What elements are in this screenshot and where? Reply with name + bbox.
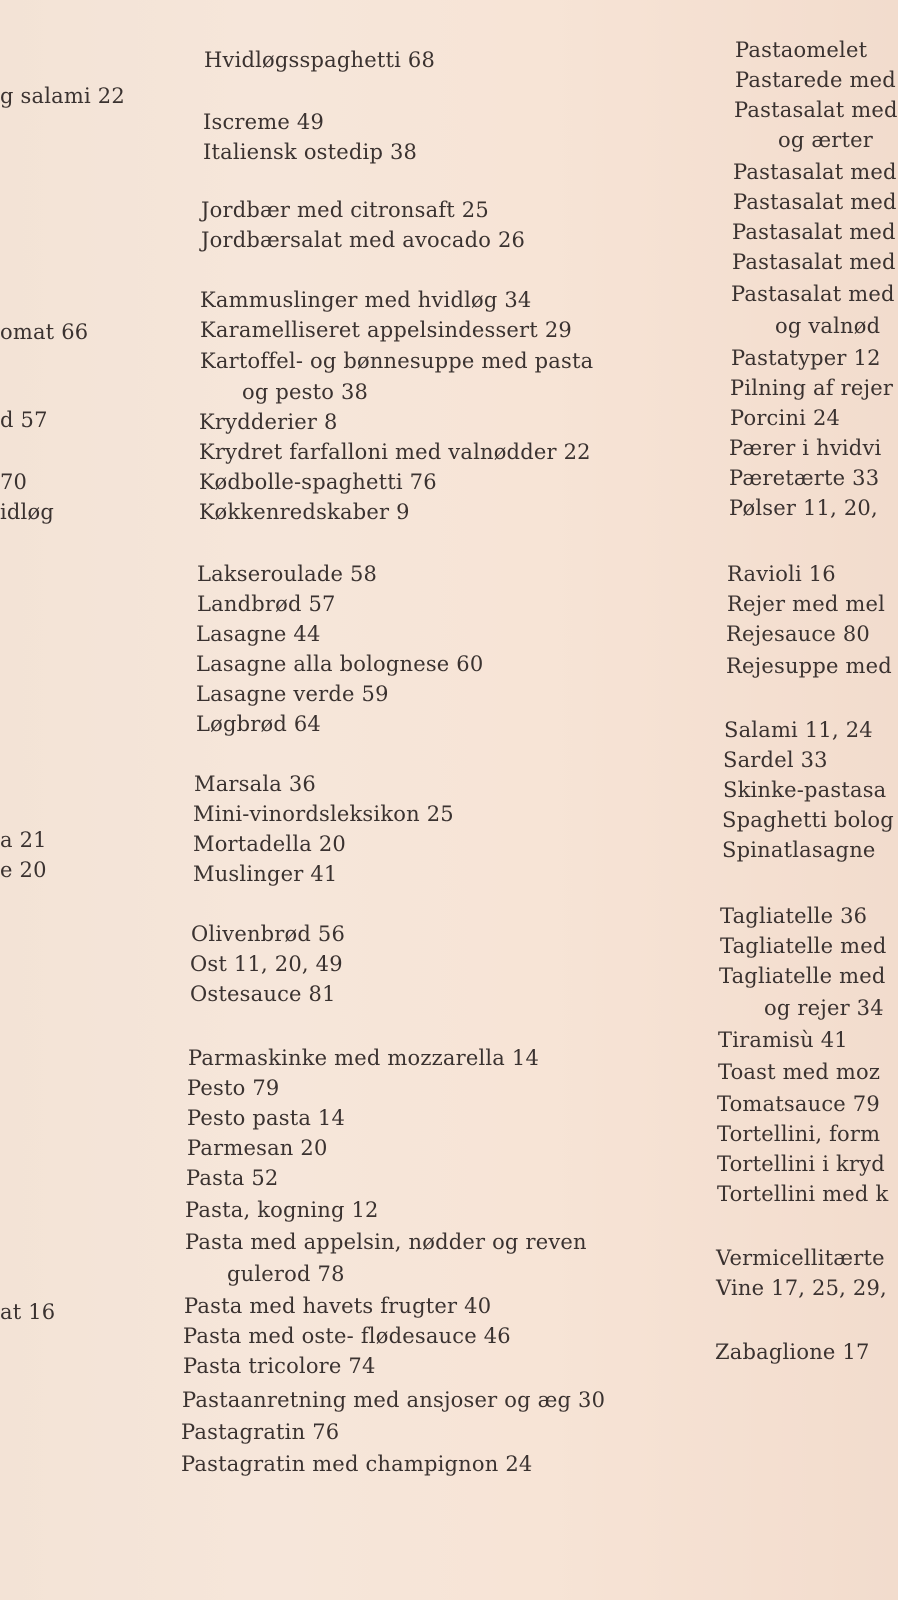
index-entry: Krydret farfalloni med valnødder 22 — [199, 440, 591, 464]
index-entry: Jordbærsalat med avocado 26 — [201, 228, 526, 252]
index-entry: Pæretærte 33 — [729, 466, 880, 490]
index-entry-continued: og rejer 34 — [764, 996, 884, 1020]
index-entry: e 20 — [0, 858, 47, 882]
index-entry: Italiensk ostedip 38 — [203, 140, 418, 164]
index-entry: Kødbolle-spaghetti 76 — [199, 470, 437, 494]
index-entry: at 16 — [0, 1300, 56, 1324]
index-entry: Tortellini i kryd — [717, 1152, 885, 1176]
index-entry: Lasagne verde 59 — [196, 682, 389, 706]
index-entry: Pastaomelet — [735, 38, 868, 62]
index-entry: Kartoffel- og bønnesuppe med pasta — [200, 349, 594, 373]
index-entry: Rejer med mel — [727, 592, 886, 616]
index-entry: Toast med moz — [718, 1060, 881, 1084]
index-entry: Rejesuppe med — [726, 654, 892, 678]
index-entry: Pastasalat med — [732, 250, 896, 274]
index-entry-continued: og ærter — [778, 128, 874, 152]
index-entry: Mini-vinordsleksikon 25 — [193, 802, 454, 826]
index-entry: Parmesan 20 — [187, 1136, 328, 1160]
index-entry: Olivenbrød 56 — [191, 922, 346, 946]
index-entry: Porcini 24 — [730, 406, 841, 430]
index-entry: Løgbrød 64 — [196, 712, 321, 736]
index-entry: Kammuslinger med hvidløg 34 — [200, 288, 532, 312]
index-entry: Zabaglione 17 — [715, 1340, 870, 1364]
index-entry-continued: og valnød — [775, 314, 881, 338]
index-entry: Tagliatelle med — [720, 934, 887, 958]
index-entry: g salami 22 — [0, 84, 125, 108]
index-entry: Tagliatelle med — [719, 964, 886, 988]
index-entry: Sardel 33 — [723, 748, 828, 772]
index-entry: Pastasalat med — [733, 190, 897, 214]
index-entry: Pasta med oste- flødesauce 46 — [183, 1324, 511, 1348]
index-entry: Lakseroulade 58 — [197, 562, 378, 586]
index-entry: Parmaskinke med mozzarella 14 — [188, 1046, 540, 1070]
index-entry: Pastaanretning med ansjoser og æg 30 — [182, 1388, 606, 1412]
index-entry: Pastagratin med champignon 24 — [181, 1452, 533, 1476]
index-entry: Rejesauce 80 — [726, 622, 870, 646]
index-entry: Vine 17, 25, 29, — [716, 1276, 887, 1300]
index-entry: Landbrød 57 — [197, 592, 336, 616]
index-entry: Pastatyper 12 — [731, 346, 881, 370]
index-entry: Mortadella 20 — [193, 832, 346, 856]
index-entry: Tortellini med k — [717, 1182, 889, 1206]
index-entry-continued: gulerod 78 — [227, 1262, 345, 1286]
index-entry: Marsala 36 — [194, 772, 316, 796]
index-entry: Krydderier 8 — [199, 410, 338, 434]
index-entry: Pilning af rejer — [730, 376, 894, 400]
index-entry: Pasta, kogning 12 — [185, 1198, 379, 1222]
index-entry: Pastasalat med — [731, 282, 895, 306]
index-entry: Pastasalat med — [733, 160, 897, 184]
index-entry: Tiramisù 41 — [718, 1028, 848, 1052]
index-entry: Pasta 52 — [186, 1166, 279, 1190]
index-entry: Skinke-pastasa — [723, 778, 887, 802]
index-entry: Pesto 79 — [187, 1076, 280, 1100]
index-entry: idløg — [0, 500, 54, 524]
index-entry: Hvidløgsspaghetti 68 — [204, 48, 436, 72]
index-entry: Jordbær med citronsaft 25 — [201, 198, 489, 222]
index-entry: Pastagratin 76 — [181, 1420, 340, 1444]
index-entry: Vermicellitærte — [716, 1246, 885, 1270]
index-entry: Pasta med appelsin, nødder og reven — [185, 1230, 587, 1254]
index-entry: Pesto pasta 14 — [187, 1106, 346, 1130]
index-entry: Pastasalat med — [734, 98, 898, 122]
index-entry: Tomatsauce 79 — [717, 1092, 880, 1116]
index-entry: Pastarede med — [735, 68, 896, 92]
index-entry: Spaghetti bolog — [722, 808, 894, 832]
index-entry: Tagliatelle 36 — [720, 904, 868, 928]
index-entry: omat 66 — [0, 320, 89, 344]
index-entry: Spinatlasagne — [722, 838, 876, 862]
index-entry: Salami 11, 24 — [724, 718, 873, 742]
index-entry: Ost 11, 20, 49 — [190, 952, 343, 976]
index-entry: Ostesauce 81 — [190, 982, 336, 1006]
index-entry: Pølser 11, 20, — [729, 496, 878, 520]
index-entry: 70 — [0, 470, 28, 494]
index-entry: Pærer i hvidvi — [729, 436, 882, 460]
index-entry: Iscreme 49 — [203, 110, 325, 134]
index-entry: d 57 — [0, 408, 48, 432]
index-entry: Lasagne 44 — [196, 622, 321, 646]
index-entry-continued: og pesto 38 — [242, 380, 369, 404]
index-entry: Lasagne alla bolognese 60 — [196, 652, 484, 676]
index-entry: Karamelliseret appelsindessert 29 — [200, 318, 572, 342]
index-entry: Pasta med havets frugter 40 — [184, 1294, 492, 1318]
index-entry: Ravioli 16 — [727, 562, 836, 586]
index-entry: Tortellini, form — [717, 1122, 881, 1146]
index-entry: Pasta tricolore 74 — [183, 1354, 376, 1378]
index-entry: Muslinger 41 — [193, 862, 338, 886]
index-entry: Pastasalat med — [732, 220, 896, 244]
index-entry: a 21 — [0, 828, 47, 852]
index-entry: Køkkenredskaber 9 — [199, 500, 410, 524]
